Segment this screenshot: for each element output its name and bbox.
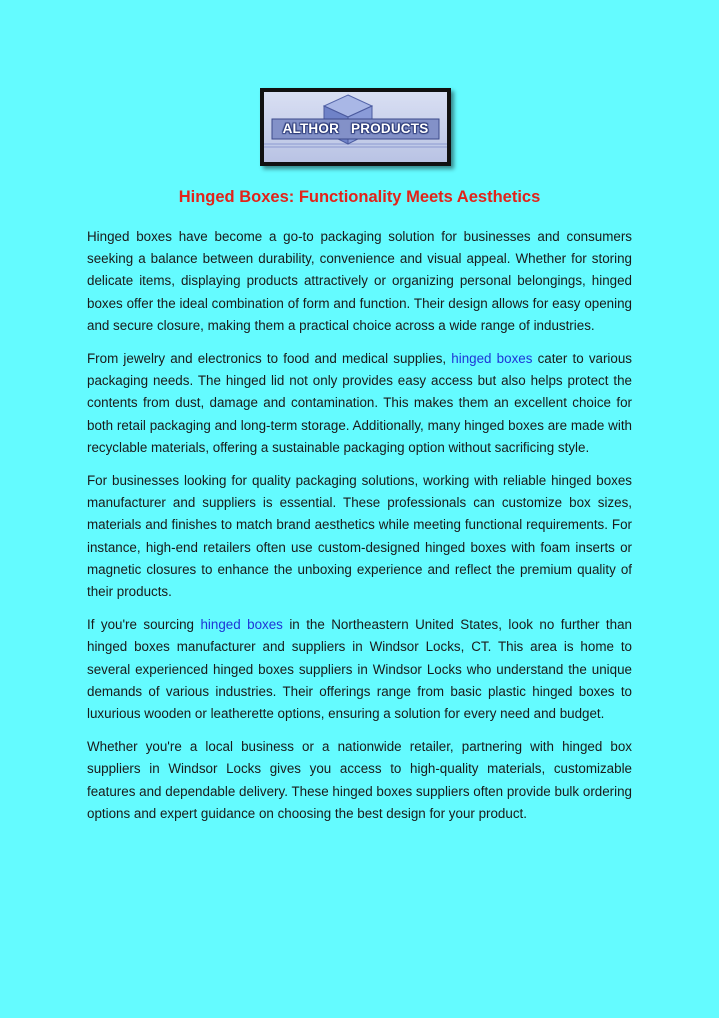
paragraph-5: Whether you're a local business or a nationwide retailer, partnering with hinged box suppliers in Windsor Locks gives you access to high-quality materials, customizable features and dependable delivery. These hinged boxes suppliers often provide bulk ordering options and expert guidance on choosing the best design for your product. — [87, 739, 632, 821]
hinged-boxes-link-1[interactable]: hinged boxes — [451, 351, 533, 367]
paragraph-4 — [87, 614, 632, 725]
page-title: Hinged Boxes: Functionality Meets Aesthetics — [178, 188, 541, 206]
paragraph-4-before: If you're sourcing — [87, 617, 201, 633]
paragraph-4-after: in the Northeastern United States, look no further than hinged boxes manufacturer and suppliers in Windsor Locks, CT. This area is home to several experienced hinged boxes suppliers in Windsor Locks who understand the unique demands of various industries. Their offerings range from basic plastic hinged boxes to luxurious wooden or leatherette options, ensuring a solution for every need and budget. — [87, 617, 632, 722]
company-logo — [260, 88, 451, 166]
paragraph-3: For businesses looking for quality packaging solutions, working with reliable hinged boxes manufacturer and suppliers is essential. These professionals can customize box sizes, materials and finishes to match brand aesthetics while meeting functional requirements. For instance, high-end retailers often use custom-designed hinged boxes with foam inserts or magnetic closures to enhance the unboxing experience and reflect the premium quality of their products. — [87, 473, 632, 600]
logo-text-left: ALTHOR — [282, 121, 340, 136]
logo-text-right: PRODUCTS — [351, 121, 429, 136]
paragraph-2-after: cater to various packaging needs. The hinged lid not only provides easy access but also helps protect the contents from dust, damage and contamination. This makes them an excellent choice for both retail packaging and long-term storage. Additionally, many hinged boxes are made with recyclable materials, offering a sustainable packaging option without sacrificing style. — [87, 351, 632, 455]
article-body — [87, 226, 632, 836]
logo-text — [264, 121, 447, 136]
paragraph-2 — [87, 348, 632, 459]
hinged-boxes-link-2[interactable]: hinged boxes — [200, 617, 283, 633]
paragraph-2-before: From jewelry and electronics to food and medical supplies, — [87, 351, 452, 367]
logo-panel — [264, 92, 447, 162]
paragraph-1: Hinged boxes have become a go-to packaging solution for businesses and consumers seeking a balance between durability, convenience and visual appeal. Whether for storing delicate items, displaying products attractively or organizing personal belongings, hinged boxes offer the ideal combination of form and function. Their design allows for easy opening and secure closure, making them a practical choice across a wide range of industries. — [87, 229, 632, 333]
